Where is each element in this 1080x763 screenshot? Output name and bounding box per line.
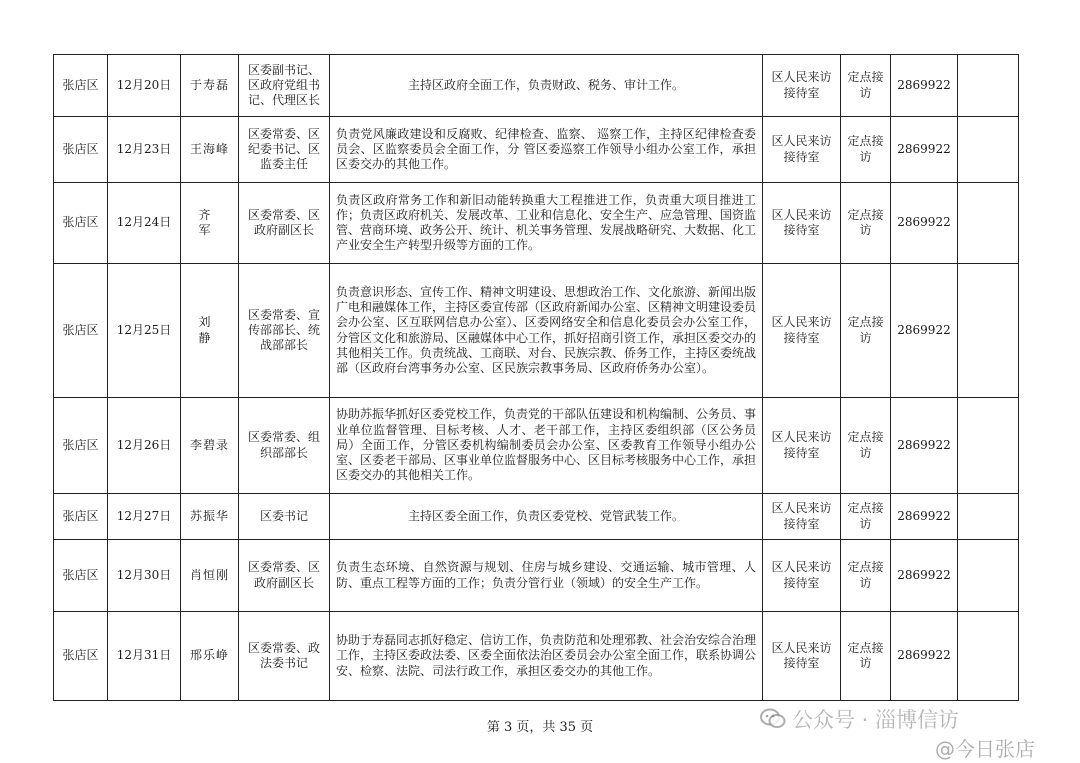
phone-cell: 2869922 — [891, 55, 958, 117]
duties-cell: 协助苏振华抓好区委党校工作，负责党的干部队伍建设和机构编制、公务员、事业单位监督管理、目标考核、人才、老干部工作，主持区委组织部（区公务员局）全面工作，分管区委机构编制委员会办公室、区委教育工作领导小组办公室、区委老干部局、区事业单位监督服务中心、区目标考核服务中心工作，承担区委交办的其他相关工作。 — [330, 398, 763, 494]
watermark-text: 公众号 · 淄博信访 — [792, 708, 960, 732]
page-number-footer: 第 3 页，共 35 页 — [486, 720, 594, 735]
date-cell: 12月26日 — [108, 398, 181, 494]
duties-cell: 协助于寿磊同志抓好稳定、信访工作，负责防范和处理邪教、社会治安综合治理工作，主持区委政法委、区委全面依法治区委员会办公室全面工作，联系协调公安、检察、法院、司法行政工作，承担区委交办的其他工作。 — [330, 612, 763, 701]
table-row — [54, 117, 1019, 183]
mode-cell: 定点接访 — [841, 264, 891, 398]
mode-cell: 定点接访 — [841, 117, 891, 183]
position-cell: 区委常委、组织部部长 — [239, 398, 330, 494]
phone-cell: 2869922 — [891, 612, 958, 701]
note-cell — [958, 494, 1019, 540]
table-row — [54, 494, 1019, 540]
duties-cell: 负责生态环境、自然资源与规划、住房与城乡建设、交通运输、城市管理、人防、重点工程等方面的工作；负责分管行业（领域）的安全生产工作。 — [330, 540, 763, 612]
position-cell: 区委常委、政法委书记 — [239, 612, 330, 701]
note-cell — [958, 117, 1019, 183]
duties-cell: 负责意识形态、宣传工作、精神文明建设、思想政治工作、文化旅游、新闻出版广电和融媒体工作，主持区委宣传部（区政府新闻办公室、区精神文明建设委员会办公室、区互联网信息办公室）、区委网络安全和信息化委员会办公室工作，分管区文化和旅游局、区融媒体中心工作，抓好招商引资工作，承担区委交办的其他相关工作。负责统战、工商联、对台、民族宗教、侨务工作，主持区委统战部（区政府台湾事务办公室、区民族宗教事务局、区政府侨务办公室）。 — [330, 264, 763, 398]
date-cell: 12月24日 — [108, 183, 181, 264]
note-cell — [958, 55, 1019, 117]
official-name-cell: 于寿磊 — [181, 55, 239, 117]
phone-cell: 2869922 — [891, 494, 958, 540]
table-row — [54, 398, 1019, 494]
position-cell: 区委书记 — [239, 494, 330, 540]
official-name-cell: 邢乐峥 — [181, 612, 239, 701]
place-cell: 区人民来访接待室 — [763, 398, 841, 494]
place-cell: 区人民来访接待室 — [763, 55, 841, 117]
district-cell: 张店区 — [54, 612, 108, 701]
official-name-cell: 苏振华 — [181, 494, 239, 540]
place-cell: 区人民来访接待室 — [763, 264, 841, 398]
table-row — [54, 264, 1019, 398]
official-name-cell: 王海峰 — [181, 117, 239, 183]
district-cell: 张店区 — [54, 117, 108, 183]
table-row — [54, 540, 1019, 612]
mode-cell: 定点接访 — [841, 55, 891, 117]
mode-cell: 定点接访 — [841, 398, 891, 494]
note-cell — [958, 264, 1019, 398]
phone-cell: 2869922 — [891, 183, 958, 264]
date-cell: 12月25日 — [108, 264, 181, 398]
official-name-cell: 齐 军 — [181, 183, 239, 264]
date-cell: 12月30日 — [108, 540, 181, 612]
schedule-body — [54, 55, 1019, 701]
position-cell: 区委常委、区纪委书记、区监委主任 — [239, 117, 330, 183]
date-cell: 12月23日 — [108, 117, 181, 183]
watermark-account: @今日张店 — [935, 737, 1035, 761]
note-cell — [958, 540, 1019, 612]
mode-cell: 定点接访 — [841, 612, 891, 701]
duties-cell: 主持区政府全面工作，负责财政、税务、审计工作。 — [330, 55, 763, 117]
phone-cell: 2869922 — [891, 117, 958, 183]
district-cell: 张店区 — [54, 494, 108, 540]
place-cell: 区人民来访接待室 — [763, 540, 841, 612]
district-cell: 张店区 — [54, 540, 108, 612]
district-cell: 张店区 — [54, 264, 108, 398]
position-cell: 区委常委、宣传部部长、统战部部长 — [239, 264, 330, 398]
place-cell: 区人民来访接待室 — [763, 117, 841, 183]
phone-cell: 2869922 — [891, 398, 958, 494]
position-cell: 区委常委、区政府副区长 — [239, 540, 330, 612]
district-cell: 张店区 — [54, 398, 108, 494]
phone-cell: 2869922 — [891, 540, 958, 612]
place-cell: 区人民来访接待室 — [763, 612, 841, 701]
date-cell: 12月31日 — [108, 612, 181, 701]
mode-cell: 定点接访 — [841, 494, 891, 540]
schedule-table — [53, 54, 1019, 701]
table-row — [54, 55, 1019, 117]
date-cell: 12月20日 — [108, 55, 181, 117]
place-cell: 区人民来访接待室 — [763, 494, 841, 540]
duties-cell: 主持区委全面工作，负责区委党校、党管武装工作。 — [330, 494, 763, 540]
wechat-icon — [760, 708, 786, 735]
date-cell: 12月27日 — [108, 494, 181, 540]
district-cell: 张店区 — [54, 55, 108, 117]
duties-cell: 负责区政府常务工作和新旧动能转换重大工程推进工作，负责重大项目推进工作；负责区政府机关、发展改革、工业和信息化、安全生产、应急管理、国资监管、营商环境、政务公开、统计、机关事务管理、发展战略研究、大数据、化工产业安全生产转型升级等方面的工作。 — [330, 183, 763, 264]
official-name-cell: 刘 静 — [181, 264, 239, 398]
position-cell: 区委常委、区政府副区长 — [239, 183, 330, 264]
official-name-cell: 肖恒刚 — [181, 540, 239, 612]
note-cell — [958, 398, 1019, 494]
mode-cell: 定点接访 — [841, 183, 891, 264]
position-cell: 区委副书记、区政府党组书记、代理区长 — [239, 55, 330, 117]
official-name-cell: 李碧录 — [181, 398, 239, 494]
phone-cell: 2869922 — [891, 264, 958, 398]
watermark-wechat — [760, 704, 959, 735]
duties-cell: 负责党风廉政建设和反腐败、纪律检查、监察、 巡察工作，主持区纪律检查委员会、区监察委员会全面工作，分 管区委巡察工作领导小组办公室工作，承担区委交办的其他工作。 — [330, 117, 763, 183]
place-cell: 区人民来访接待室 — [763, 183, 841, 264]
table-row — [54, 612, 1019, 701]
mode-cell: 定点接访 — [841, 540, 891, 612]
note-cell — [958, 612, 1019, 701]
district-cell: 张店区 — [54, 183, 108, 264]
note-cell — [958, 183, 1019, 264]
table-row — [54, 183, 1019, 264]
